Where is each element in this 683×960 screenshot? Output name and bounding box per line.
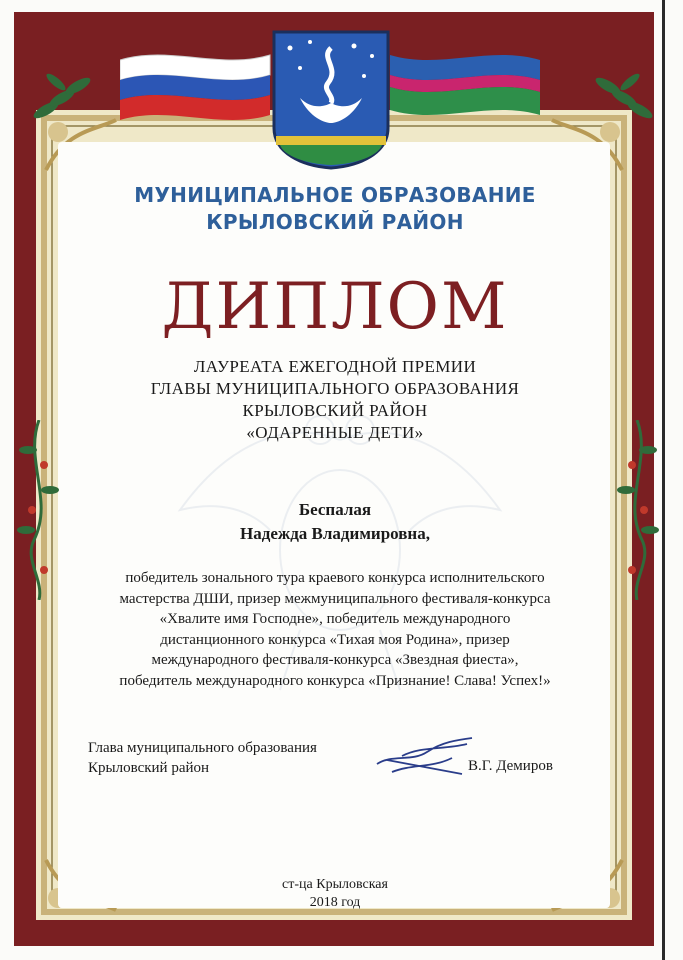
org-line-1: МУНИЦИПАЛЬНОЕ ОБРАЗОВАНИЕ (134, 183, 536, 207)
award-line-2: ГЛАВЫ МУНИЦИПАЛЬНОГО ОБРАЗОВАНИЯ (150, 379, 520, 398)
award-title (70, 356, 600, 444)
laurel-left-icon (26, 60, 126, 130)
signatory-position-line-1: Глава муниципального образования (88, 740, 317, 756)
award-line-1: ЛАУРЕАТА ЕЖЕГОДНОЙ ПРЕМИИ (193, 357, 477, 376)
laurel-right-icon (560, 60, 660, 130)
page-edge-line (662, 0, 665, 960)
achievement-line: мастерства ДШИ, призер межмуниципального фестиваля-конкурса (119, 590, 551, 607)
achievement-line: победитель зонального тура краевого конкурса исполнительского (125, 570, 545, 586)
achievements-text (70, 568, 600, 691)
achievement-line: победитель международного конкурса «Признание! Слава! Успех!» (119, 672, 551, 689)
recipient-given-names: Надежда Владимировна, (240, 524, 430, 543)
floral-vine-left-icon (14, 420, 64, 600)
award-line-3: КРЫЛОВСКИЙ РАЙОН (242, 401, 428, 420)
signatory-name: В.Г. Демиров (468, 758, 553, 774)
achievement-line: международного фестиваля-конкурса «Звездная фиеста», (151, 652, 519, 668)
org-line-2: КРЫЛОВСКИЙ РАЙОН (206, 210, 464, 234)
organization-heading (70, 182, 600, 236)
place: ст-ца Крыловская (282, 877, 388, 892)
achievement-line: дистанционного конкурса «Тихая моя Родина», призер (160, 631, 510, 648)
handwritten-signature (372, 734, 482, 784)
floral-vine-right-icon (612, 420, 662, 600)
diploma-title: ДИПЛОМ (161, 270, 509, 344)
signatory-position (88, 738, 317, 778)
place-and-year (70, 876, 600, 912)
recipient-name (70, 498, 600, 546)
coat-of-arms-icon (270, 28, 392, 170)
achievement-line: «Хвалите имя Господне», победитель международного (159, 611, 511, 627)
signatory-position-line-2: Крыловский район (88, 760, 210, 776)
recipient-surname: Беспалая (298, 500, 372, 519)
award-line-4: «ОДАРЕННЫЕ ДЕТИ» (246, 423, 424, 442)
year: 2018 год (309, 895, 361, 910)
